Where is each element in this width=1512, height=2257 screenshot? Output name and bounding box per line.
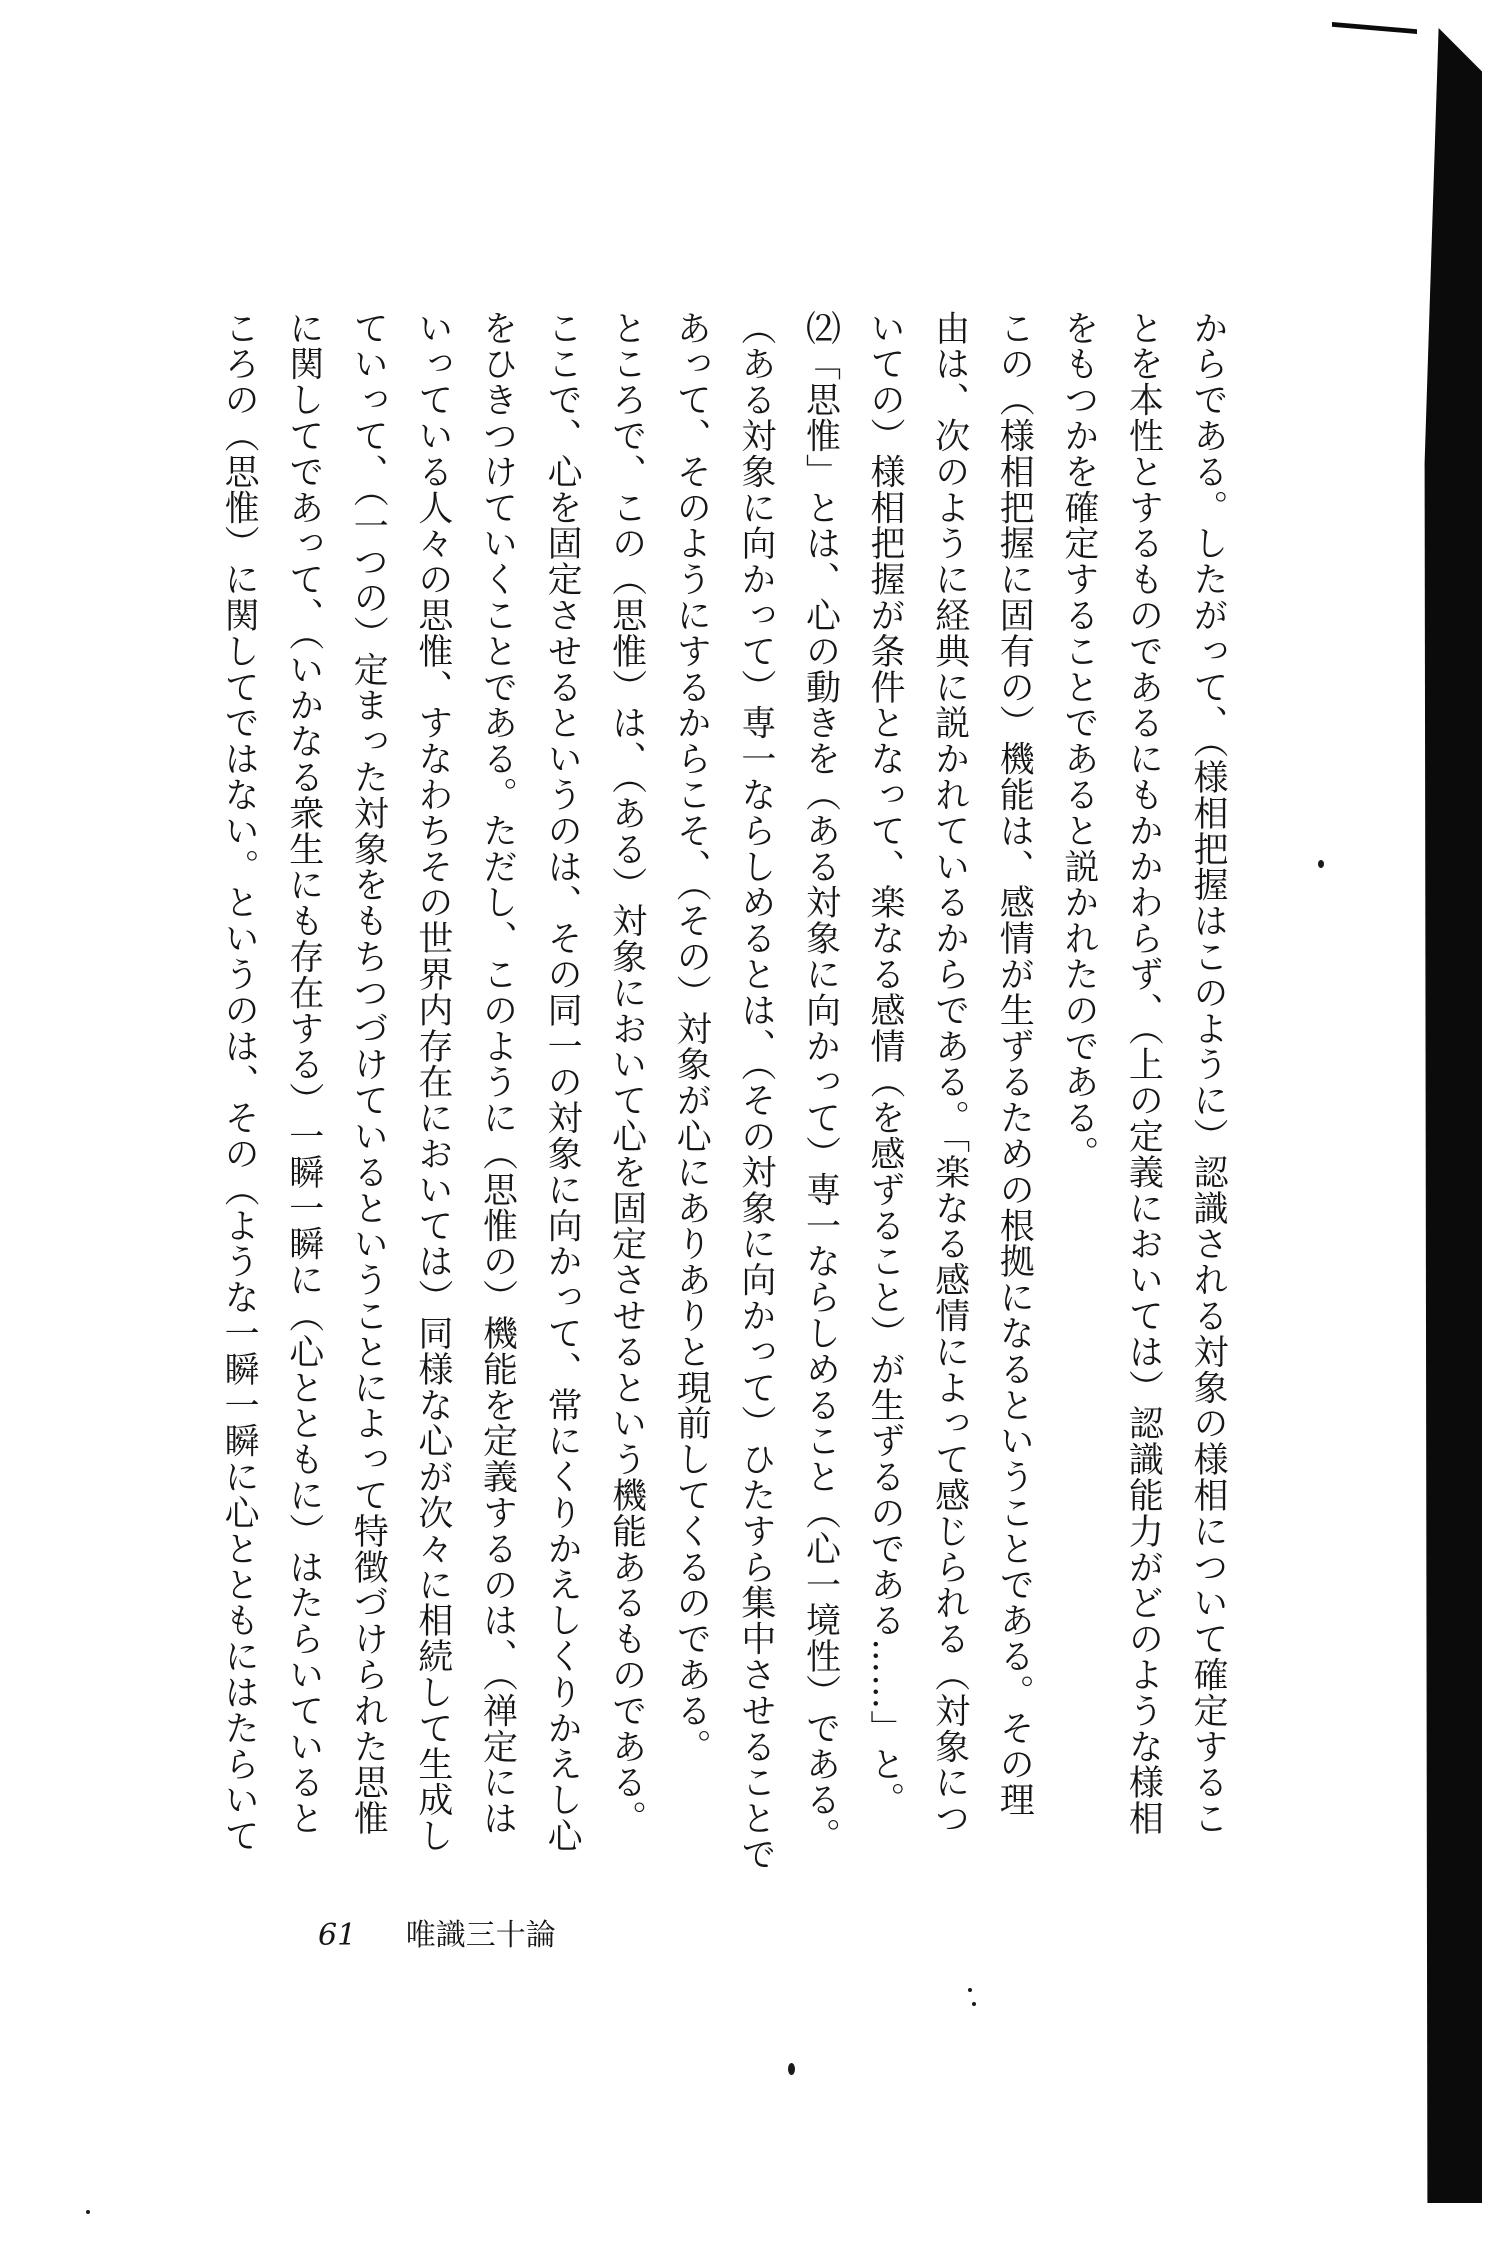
scan-speck (968, 1988, 972, 1992)
text-line: この（様相把握に固有の）機能は、感情が生ずるための根拠になるということである。その理 (994, 310, 1035, 1818)
book-title: 唯識三十論 (405, 1918, 556, 1953)
text-line: に関してであって、（いかなる衆生にも存在する）一瞬一瞬に（心とともに）はたらいていると (283, 310, 324, 1837)
scan-speck (788, 2063, 795, 2075)
text-line: あって、そのようにするからこそ、（その）対象が心にありありと現前してくるのである。 (671, 310, 712, 1765)
scan-speck (972, 2002, 976, 2006)
scan-edge-mark (1332, 22, 1417, 34)
text-line: ていって、（一つの）定まった対象をもちつづけているということによって特徴づけられた思惟 (348, 310, 389, 1837)
text-line: ころの（思惟）に関してではない。というのは、その（ような一瞬一瞬に心とともにはたらいて (219, 310, 260, 1854)
book-spine-shadow (1412, 28, 1482, 2203)
vertical-body-text (207, 310, 1241, 1873)
text-line: （ある対象に向かって）専一ならしめるとは、（その対象に向かって）ひたすら集中させることで (735, 310, 776, 1873)
page-number: 61 (318, 1918, 357, 1953)
text-line: いての）様相把握が条件となって、楽なる感情（を感ずること）が生ずるのである……」と。 (865, 310, 906, 1818)
text-line: ところで、この（思惟）は、（ある）対象において心を固定させるという機能あるものである。 (606, 310, 647, 1837)
text-line: ⑵「思惟」とは、心の動きを（ある対象に向かって）専一ならしめること（心一境性）である。 (800, 310, 841, 1854)
page-footer (318, 1910, 556, 1954)
text-line: をひきつけていくことである。ただし、このように（思惟の）機能を定義するのは、（禅定には (477, 310, 518, 1837)
text-line: ここで、心を固定させるというのは、その同一の対象に向かって、常にくりかえしくりかえし心 (542, 310, 583, 1854)
text-line: いっている人々の思惟、すなわちその世界内存在においては）同様な心が次々に相続して生成し (412, 310, 453, 1854)
text-line: とを本性とするものであるにもかかわらず、（上の定義においては）認識能力がどのような様相 (1123, 310, 1164, 1837)
scan-speck (86, 2210, 90, 2214)
text-line: 由は、次のように経典に説かれているからである。「楽なる感情によって感じられる（対象につ (929, 310, 970, 1837)
scan-speck (1318, 860, 1324, 868)
text-line: からである。したがって、（様相把握はこのように）認識される対象の様相について確定するこ (1188, 310, 1228, 1837)
text-line: をもつかを確定することであると説かれたのである。 (1058, 310, 1099, 1172)
